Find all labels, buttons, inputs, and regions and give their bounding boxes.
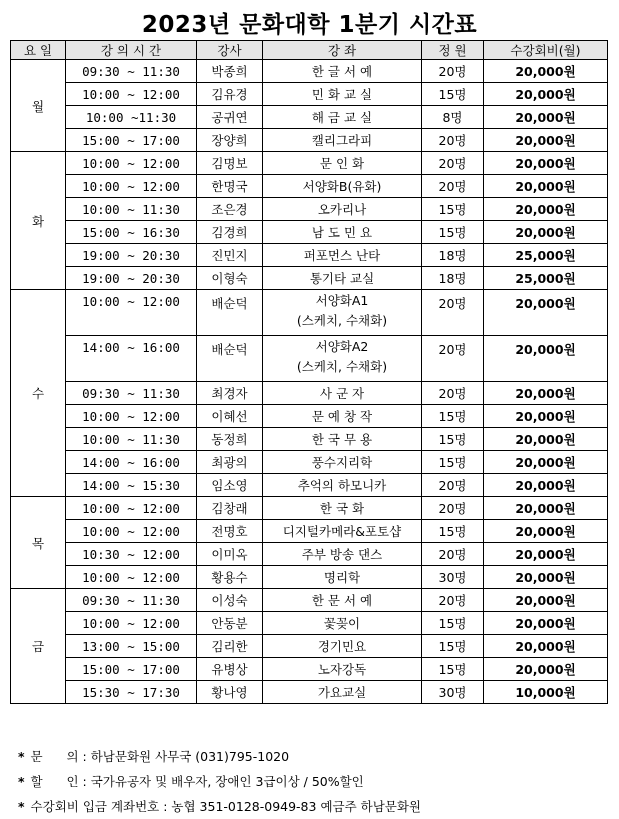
capacity-cell: 20명 (422, 129, 484, 152)
course-cell: 사 군 자 (263, 382, 422, 405)
teacher-cell: 김경희 (197, 221, 263, 244)
course-cell: 문 예 창 작 (263, 405, 422, 428)
fee-cell: 20,000원 (484, 290, 608, 336)
fee-cell: 25,000원 (484, 267, 608, 290)
table-row (11, 520, 608, 543)
table-row (11, 129, 608, 152)
course-subtitle: (스케치, 수채화) (296, 359, 388, 374)
time-cell: 14:00 ~ 16:00 (66, 336, 197, 382)
fee-cell: 10,000원 (484, 681, 608, 704)
notes-section (18, 744, 613, 819)
teacher-cell: 김리한 (197, 635, 263, 658)
time-cell: 09:30 ~ 11:30 (66, 382, 197, 405)
capacity-cell: 15명 (422, 405, 484, 428)
teacher-cell: 동정희 (197, 428, 263, 451)
table-row (11, 60, 608, 83)
time-cell: 10:00 ~ 11:30 (66, 428, 197, 451)
time-cell: 19:00 ~ 20:30 (66, 267, 197, 290)
course-cell: 디지털카메라&포토샵 (263, 520, 422, 543)
table-row (11, 543, 608, 566)
header-teacher: 강사 (197, 41, 263, 60)
table-row (11, 497, 608, 520)
note-text: 하남문화원 사무국 (031)795-1020 (90, 749, 290, 764)
time-cell: 10:00 ~ 12:00 (66, 290, 197, 336)
note-label: 문 의 (30, 749, 79, 764)
teacher-cell: 한명국 (197, 175, 263, 198)
teacher-cell: 이미옥 (197, 543, 263, 566)
time-cell: 10:00 ~ 12:00 (66, 152, 197, 175)
course-name: 서양화A2 (315, 339, 369, 354)
time-cell: 10:00 ~ 12:00 (66, 405, 197, 428)
note-label: 수강회비 입금 계좌번호 (30, 799, 160, 814)
time-cell: 10:00 ~ 11:30 (66, 198, 197, 221)
capacity-cell: 20명 (422, 382, 484, 405)
header-day: 요 일 (11, 41, 66, 60)
course-cell: 통기타 교실 (263, 267, 422, 290)
teacher-cell: 박종희 (197, 60, 263, 83)
teacher-cell: 이혜선 (197, 405, 263, 428)
table-row (11, 244, 608, 267)
time-cell: 19:00 ~ 20:30 (66, 244, 197, 267)
time-cell: 10:00 ~ 12:00 (66, 175, 197, 198)
fee-cell: 20,000원 (484, 129, 608, 152)
time-cell: 15:00 ~ 17:00 (66, 129, 197, 152)
capacity-cell: 30명 (422, 566, 484, 589)
course-cell: 해 금 교 실 (263, 106, 422, 129)
capacity-cell: 15명 (422, 428, 484, 451)
teacher-cell: 안동분 (197, 612, 263, 635)
fee-cell: 20,000원 (484, 221, 608, 244)
fee-cell: 20,000원 (484, 106, 608, 129)
capacity-cell: 15명 (422, 520, 484, 543)
fee-cell: 20,000원 (484, 428, 608, 451)
note-label: 할 인 (30, 774, 79, 789)
table-row (11, 405, 608, 428)
course-cell: 꽃꽂이 (263, 612, 422, 635)
fee-cell: 20,000원 (484, 520, 608, 543)
header-course: 강 좌 (263, 41, 422, 60)
capacity-cell: 15명 (422, 198, 484, 221)
course-name: 서양화A1 (315, 293, 369, 308)
fee-cell: 20,000원 (484, 175, 608, 198)
note-text: 농협 351-0128-0949-83 예금주 하남문화원 (171, 799, 422, 814)
teacher-cell: 김창래 (197, 497, 263, 520)
day-cell: 수 (11, 290, 66, 497)
table-row (11, 152, 608, 175)
teacher-cell: 유병상 (197, 658, 263, 681)
day-cell: 금 (11, 589, 66, 704)
table-row (11, 267, 608, 290)
teacher-cell: 최광의 (197, 451, 263, 474)
course-cell: 문 인 화 (263, 152, 422, 175)
course-cell (263, 290, 422, 336)
course-cell: 한 글 서 예 (263, 60, 422, 83)
capacity-cell: 15명 (422, 635, 484, 658)
table-row (11, 681, 608, 704)
teacher-cell: 전명호 (197, 520, 263, 543)
fee-cell: 20,000원 (484, 589, 608, 612)
course-cell: 추억의 하모니카 (263, 474, 422, 497)
capacity-cell: 20명 (422, 175, 484, 198)
time-cell: 15:00 ~ 16:30 (66, 221, 197, 244)
capacity-cell: 8명 (422, 106, 484, 129)
course-cell: 한 국 화 (263, 497, 422, 520)
day-cell: 화 (11, 152, 66, 290)
note-inquiry: * 문 의 : 하남문화원 사무국 (031)795-1020 (18, 744, 613, 769)
time-cell: 10:00 ~ 12:00 (66, 83, 197, 106)
table-row (11, 221, 608, 244)
table-row (11, 336, 608, 382)
schedule-table (10, 40, 608, 704)
teacher-cell: 배순덕 (197, 290, 263, 336)
time-cell: 10:00 ~ 12:00 (66, 566, 197, 589)
course-cell: 한 국 무 용 (263, 428, 422, 451)
capacity-cell: 20명 (422, 60, 484, 83)
header-row (11, 41, 608, 60)
teacher-cell: 배순덕 (197, 336, 263, 382)
capacity-cell: 15명 (422, 658, 484, 681)
capacity-cell: 18명 (422, 244, 484, 267)
table-row (11, 83, 608, 106)
capacity-cell: 20명 (422, 290, 484, 336)
capacity-cell: 20명 (422, 497, 484, 520)
course-cell: 주부 방송 댄스 (263, 543, 422, 566)
capacity-cell: 18명 (422, 267, 484, 290)
fee-cell: 25,000원 (484, 244, 608, 267)
table-row (11, 290, 608, 336)
course-cell: 오카리나 (263, 198, 422, 221)
table-row (11, 566, 608, 589)
teacher-cell: 이성숙 (197, 589, 263, 612)
table-row (11, 451, 608, 474)
course-cell: 민 화 교 실 (263, 83, 422, 106)
teacher-cell: 황나영 (197, 681, 263, 704)
note-account: * 수강회비 입금 계좌번호 : 농협 351-0128-0949-83 예금주 하남문화원 (18, 794, 613, 819)
capacity-cell: 20명 (422, 543, 484, 566)
course-cell (263, 336, 422, 382)
fee-cell: 20,000원 (484, 451, 608, 474)
fee-cell: 20,000원 (484, 382, 608, 405)
time-cell: 10:00 ~ 12:00 (66, 520, 197, 543)
header-fee: 수강회비(월) (484, 41, 608, 60)
capacity-cell: 15명 (422, 612, 484, 635)
course-cell: 퍼포먼스 난타 (263, 244, 422, 267)
table-row (11, 589, 608, 612)
time-cell: 15:30 ~ 17:30 (66, 681, 197, 704)
capacity-cell: 15명 (422, 451, 484, 474)
table-row (11, 382, 608, 405)
time-cell: 14:00 ~ 16:00 (66, 451, 197, 474)
table-row (11, 198, 608, 221)
fee-cell: 20,000원 (484, 152, 608, 175)
teacher-cell: 김명보 (197, 152, 263, 175)
table-row (11, 658, 608, 681)
teacher-cell: 이형숙 (197, 267, 263, 290)
course-cell: 남 도 민 요 (263, 221, 422, 244)
header-time: 강 의 시 간 (66, 41, 197, 60)
fee-cell: 20,000원 (484, 83, 608, 106)
table-row (11, 474, 608, 497)
course-cell: 노자강독 (263, 658, 422, 681)
time-cell: 09:30 ~ 11:30 (66, 60, 197, 83)
fee-cell: 20,000원 (484, 474, 608, 497)
fee-cell: 20,000원 (484, 405, 608, 428)
time-cell: 15:00 ~ 17:00 (66, 658, 197, 681)
course-cell: 캘리그라피 (263, 129, 422, 152)
capacity-cell: 20명 (422, 336, 484, 382)
fee-cell: 20,000원 (484, 658, 608, 681)
table-row (11, 175, 608, 198)
fee-cell: 20,000원 (484, 612, 608, 635)
teacher-cell: 김유경 (197, 83, 263, 106)
capacity-cell: 20명 (422, 589, 484, 612)
capacity-cell: 20명 (422, 474, 484, 497)
fee-cell: 20,000원 (484, 497, 608, 520)
page-title: 2023년 문화대학 1분기 시간표 (141, 12, 478, 38)
capacity-cell: 15명 (422, 221, 484, 244)
time-cell: 10:00 ~11:30 (66, 106, 197, 129)
note-discount: * 할 인 : 국가유공자 및 배우자, 장애인 3급이상 / 50%할인 (18, 769, 613, 794)
header-capacity: 정 원 (422, 41, 484, 60)
table-row (11, 106, 608, 129)
note-text: 국가유공자 및 배우자, 장애인 3급이상 / 50%할인 (90, 774, 364, 789)
course-cell: 경기민요 (263, 635, 422, 658)
fee-cell: 20,000원 (484, 566, 608, 589)
teacher-cell: 임소영 (197, 474, 263, 497)
capacity-cell: 15명 (422, 83, 484, 106)
table-row (11, 428, 608, 451)
day-cell: 월 (11, 60, 66, 152)
course-subtitle: (스케치, 수채화) (296, 313, 388, 328)
course-cell: 가요교실 (263, 681, 422, 704)
table-row (11, 612, 608, 635)
teacher-cell: 진민지 (197, 244, 263, 267)
time-cell: 10:30 ~ 12:00 (66, 543, 197, 566)
teacher-cell: 공귀연 (197, 106, 263, 129)
fee-cell: 20,000원 (484, 635, 608, 658)
fee-cell: 20,000원 (484, 543, 608, 566)
capacity-cell: 20명 (422, 152, 484, 175)
fee-cell: 20,000원 (484, 60, 608, 83)
time-cell: 10:00 ~ 12:00 (66, 497, 197, 520)
course-cell: 풍수지리학 (263, 451, 422, 474)
capacity-cell: 30명 (422, 681, 484, 704)
teacher-cell: 조은경 (197, 198, 263, 221)
time-cell: 14:00 ~ 15:30 (66, 474, 197, 497)
teacher-cell: 황용수 (197, 566, 263, 589)
time-cell: 09:30 ~ 11:30 (66, 589, 197, 612)
day-cell: 목 (11, 497, 66, 589)
time-cell: 10:00 ~ 12:00 (66, 612, 197, 635)
course-cell: 명리학 (263, 566, 422, 589)
fee-cell: 20,000원 (484, 336, 608, 382)
course-cell: 서양화B(유화) (263, 175, 422, 198)
table-row (11, 635, 608, 658)
course-cell: 한 문 서 예 (263, 589, 422, 612)
fee-cell: 20,000원 (484, 198, 608, 221)
time-cell: 13:00 ~ 15:00 (66, 635, 197, 658)
teacher-cell: 장양희 (197, 129, 263, 152)
teacher-cell: 최경자 (197, 382, 263, 405)
